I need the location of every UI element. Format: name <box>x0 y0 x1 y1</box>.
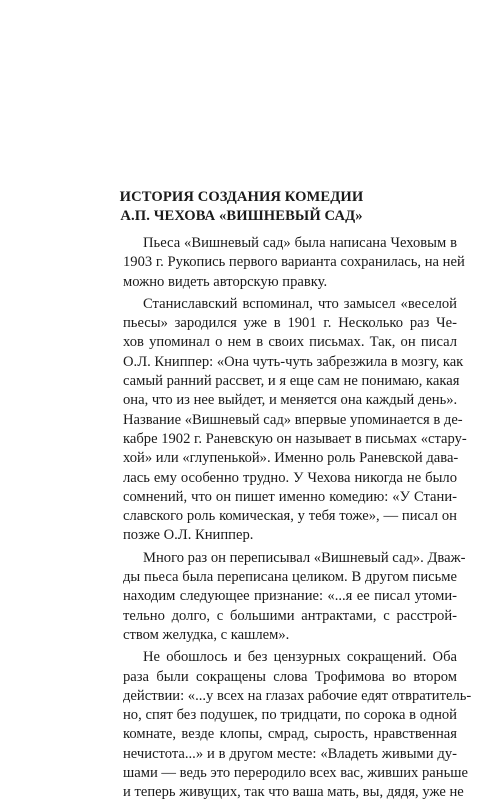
text-line: нечистота...» и в другом месте: «Владеть живыми ду- <box>123 745 457 762</box>
text-line: самый ранний рассвет, и я еще сам не понимаю, какая <box>123 373 460 390</box>
text-line: шами — ведь это переродило всех вас, живших раньше <box>123 765 468 782</box>
text-line: сомнений, что он пишет именно комедию: «У Стани- <box>123 488 457 505</box>
text-line: Много раз он переписывал «Вишневый сад». Дваж- <box>143 549 466 566</box>
text-line: позже О.Л. Книппер. <box>123 527 254 544</box>
chapter-heading-line-1: ИСТОРИЯ СОЗДАНИЯ КОМЕДИИ <box>119 189 364 205</box>
text-line: раза были сокращены слова Трофимова во втором <box>123 668 457 685</box>
text-line: но, спят без подушек, по тридцати, по сорока в одной <box>123 707 457 724</box>
paragraph <box>123 549 466 645</box>
text-line: и теперь живущих, так что ваша мать, вы, дядя, уже не <box>123 784 464 801</box>
text-line: О.Л. Книппер: «Она чуть-чуть забрезжила в мозгу, как <box>123 353 464 370</box>
text-line: Станиславский вспоминал, что замысел «веселой <box>143 295 457 312</box>
text-line: пьесы» зародился уже в 1901 г. Несколько раз Че- <box>123 315 457 332</box>
text-line: комнате, везде клопы, смрад, сырость, нравственная <box>123 726 457 743</box>
body-text <box>123 234 472 806</box>
text-line: действии: «...у всех на глазах рабочие едят отвратитель- <box>123 687 472 704</box>
text-line: Не обошлось и без цензурных сокращений. Оба <box>143 649 457 666</box>
text-line: ды пьеса была переписана целиком. В другом письме <box>123 569 457 586</box>
text-line: ством желудка, с кашлем». <box>123 626 290 643</box>
text-line: кабре 1902 г. Раневскую он называет в письмах «стару- <box>123 430 467 447</box>
paragraph <box>123 234 465 292</box>
text-line: хов упоминал о нем в своих письмах. Так, он писал <box>123 334 457 351</box>
text-line: Название «Вишневый сад» впервые упоминается в де- <box>123 411 463 428</box>
text-line: Пьеса «Вишневый сад» была написана Чеховым в <box>143 235 457 251</box>
text-line: хой» или «глупенькой». Именно роль Раневской дава- <box>123 450 459 467</box>
text-line: она, что из нее выйдет, и меняется она каждый день». <box>123 392 458 409</box>
text-line: тельно долго, с большими антрактами, с расстрой- <box>123 607 457 624</box>
paragraph <box>123 648 472 802</box>
chapter-heading <box>40 188 443 226</box>
chapter-heading-line-2: А.П. ЧЕХОВА «ВИШНЕВЫЙ САД» <box>120 208 363 224</box>
text-line: лась ему особенно трудно. У Чехова никогда не было <box>123 469 457 486</box>
text-line: славского роль комическая, у тебя тоже», — писал он <box>123 508 457 525</box>
text-line: 1903 г. Рукопись первого варианта сохранилась, на ней <box>123 254 465 271</box>
text-line: находим следующее признание: «...я ее писал утоми- <box>123 588 457 605</box>
paragraph <box>123 295 467 546</box>
text-line: можно видеть авторскую правку. <box>123 273 328 290</box>
